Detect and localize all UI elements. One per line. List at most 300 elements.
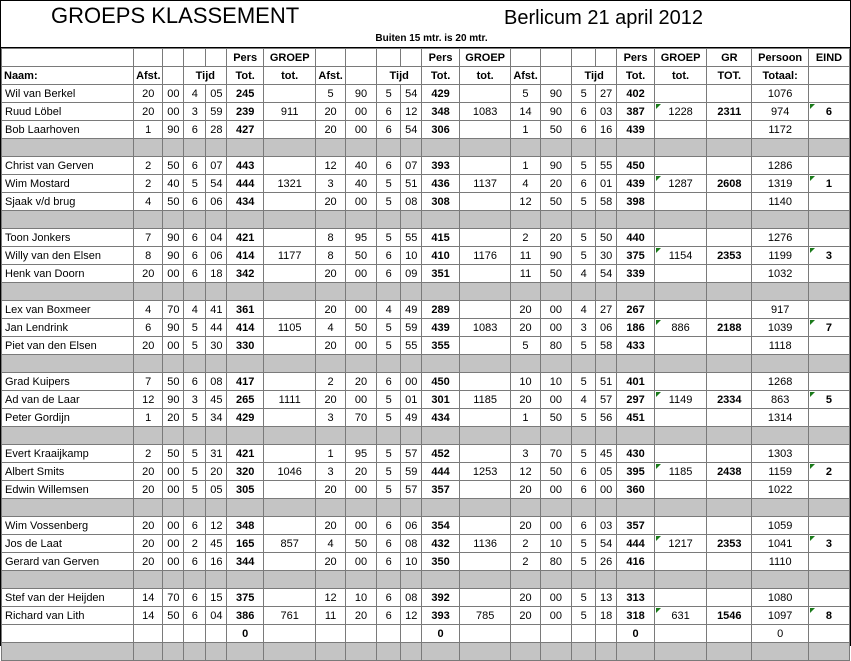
- round-1-tijd-sec: 30: [206, 337, 227, 355]
- header-cell: [572, 49, 596, 67]
- final-rank: [808, 589, 849, 607]
- group-total: [707, 229, 752, 247]
- round-1-tijd-sec: 06: [206, 193, 227, 211]
- round-1-groep-tot: [263, 589, 315, 607]
- round-2-tijd-sec: 57: [401, 481, 422, 499]
- round-1-tijd-sec: 31: [206, 445, 227, 463]
- separator-cell: [206, 571, 227, 589]
- round-1-tijd-sec: 34: [206, 409, 227, 427]
- separator-cell: [511, 643, 540, 661]
- separator-cell: [808, 355, 849, 373]
- round-1-tijd-min: [184, 625, 206, 643]
- separator-cell: [596, 355, 617, 373]
- round-1-pers-tot: 245: [227, 85, 264, 103]
- round-3-pers-tot: 439: [617, 121, 655, 139]
- header-groep-2: GROEP: [459, 49, 510, 67]
- round-1-tijd-sec: 08: [206, 373, 227, 391]
- round-3-tijd-sec: 06: [596, 319, 617, 337]
- round-2-tijd-sec: 54: [401, 121, 422, 139]
- separator-cell: [422, 355, 460, 373]
- round-1-tijd-sec: 28: [206, 121, 227, 139]
- round-2-tijd-sec: 01: [401, 391, 422, 409]
- separator-cell: [572, 427, 596, 445]
- separator-cell: [511, 499, 540, 517]
- header-groep-tot-2: tot.: [459, 67, 510, 85]
- separator-cell: [184, 211, 206, 229]
- round-1-groep-tot: [263, 481, 315, 499]
- round-2-pers-tot: 393: [422, 607, 460, 625]
- round-3-tijd-sec: 27: [596, 85, 617, 103]
- round-1-pers-tot: 344: [227, 553, 264, 571]
- separator-cell: [345, 283, 376, 301]
- group-total: 2353: [707, 535, 752, 553]
- round-2-afst-cm: 50: [345, 319, 376, 337]
- header-eind: EIND: [808, 49, 849, 67]
- round-1-tijd-min: 6: [184, 229, 206, 247]
- round-2-tijd-min: 5: [377, 229, 401, 247]
- round-1-afst-m: 2: [134, 157, 163, 175]
- round-1-tijd-min: 5: [184, 337, 206, 355]
- player-name: Richard van Lith: [2, 607, 134, 625]
- separator-cell: [134, 499, 163, 517]
- round-2-afst-m: 20: [316, 121, 345, 139]
- separator-cell: [707, 355, 752, 373]
- round-3-afst-cm: 10: [540, 535, 571, 553]
- final-rank: [808, 409, 849, 427]
- round-1-tijd-min: 6: [184, 157, 206, 175]
- separator-cell: [227, 211, 264, 229]
- separator-cell: [596, 283, 617, 301]
- group-separator: [2, 643, 850, 661]
- separator-cell: [184, 571, 206, 589]
- round-1-groep-tot: 1046: [263, 463, 315, 481]
- round-2-groep-tot: [459, 337, 510, 355]
- round-3-afst-cm: 20: [540, 229, 571, 247]
- round-3-tijd-sec: 55: [596, 157, 617, 175]
- round-1-afst-m: 1: [134, 409, 163, 427]
- player-name: Christ van Gerven: [2, 157, 134, 175]
- round-1-tijd-sec: 45: [206, 391, 227, 409]
- round-1-afst-cm: 00: [163, 463, 184, 481]
- round-1-afst-m: 2: [134, 175, 163, 193]
- round-1-tijd-sec: 54: [206, 175, 227, 193]
- separator-cell: [572, 355, 596, 373]
- round-3-pers-tot: 375: [617, 247, 655, 265]
- round-1-groep-tot: 1321: [263, 175, 315, 193]
- table-row: [2, 589, 850, 607]
- group-total: 2353: [707, 247, 752, 265]
- round-3-afst-cm: 70: [540, 445, 571, 463]
- header-cell: [401, 49, 422, 67]
- round-2-tijd-min: 6: [377, 265, 401, 283]
- table-row: [2, 535, 850, 553]
- separator-cell: [459, 139, 510, 157]
- round-2-groep-tot: 1176: [459, 247, 510, 265]
- round-3-tijd-sec: 54: [596, 535, 617, 553]
- round-1-afst-cm: 90: [163, 247, 184, 265]
- round-3-afst-m: 2: [511, 553, 540, 571]
- round-1-tijd-sec: 06: [206, 247, 227, 265]
- round-1-afst-cm: 90: [163, 391, 184, 409]
- header-gr: GR: [707, 49, 752, 67]
- round-2-groep-tot: [459, 301, 510, 319]
- separator-cell: [617, 499, 655, 517]
- player-name: Edwin Willemsen: [2, 481, 134, 499]
- round-3-afst-cm: 20: [540, 175, 571, 193]
- round-2-groep-tot: 1083: [459, 103, 510, 121]
- round-2-groep-tot: [459, 373, 510, 391]
- round-3-tijd-min: 4: [572, 301, 596, 319]
- round-1-tijd-min: 6: [184, 517, 206, 535]
- round-1-afst-cm: 00: [163, 265, 184, 283]
- round-2-groep-tot: [459, 553, 510, 571]
- separator-cell: [2, 211, 134, 229]
- round-1-tijd-sec: 41: [206, 301, 227, 319]
- round-3-groep-tot: [654, 157, 706, 175]
- round-3-groep-tot: [654, 229, 706, 247]
- separator-cell: [345, 571, 376, 589]
- separator-cell: [540, 139, 571, 157]
- round-3-tijd-sec: 58: [596, 337, 617, 355]
- player-name: Albert Smits: [2, 463, 134, 481]
- separator-cell: [401, 571, 422, 589]
- separator-cell: [707, 499, 752, 517]
- table-row: [2, 445, 850, 463]
- round-1-afst-m: 2: [134, 445, 163, 463]
- round-2-groep-tot: [459, 85, 510, 103]
- round-1-tijd-min: 6: [184, 553, 206, 571]
- round-2-afst-cm: 00: [345, 193, 376, 211]
- round-3-tijd-sec: 00: [596, 481, 617, 499]
- round-3-tijd-min: [572, 625, 596, 643]
- group-total: 2334: [707, 391, 752, 409]
- round-3-groep-tot: 1217: [654, 535, 706, 553]
- separator-cell: [707, 643, 752, 661]
- final-rank: 5: [808, 391, 849, 409]
- round-1-afst-m: 4: [134, 193, 163, 211]
- separator-cell: [316, 499, 345, 517]
- round-3-pers-tot: 0: [617, 625, 655, 643]
- header-groep-3: GROEP: [654, 49, 706, 67]
- round-1-pers-tot: 417: [227, 373, 264, 391]
- round-2-afst-m: 11: [316, 607, 345, 625]
- round-3-afst-cm: 80: [540, 553, 571, 571]
- round-2-pers-tot: 429: [422, 85, 460, 103]
- round-2-pers-tot: 436: [422, 175, 460, 193]
- round-3-pers-tot: 416: [617, 553, 655, 571]
- round-3-pers-tot: 451: [617, 409, 655, 427]
- separator-cell: [377, 283, 401, 301]
- round-1-tijd-sec: 18: [206, 265, 227, 283]
- person-total: 1076: [752, 85, 809, 103]
- header-totaal: Totaal:: [752, 67, 809, 85]
- round-3-tijd-min: 5: [572, 193, 596, 211]
- person-total: 1022: [752, 481, 809, 499]
- round-1-afst-m: 20: [134, 517, 163, 535]
- separator-cell: [345, 139, 376, 157]
- separator-cell: [163, 427, 184, 445]
- person-total: 1172: [752, 121, 809, 139]
- group-total: [707, 517, 752, 535]
- separator-cell: [134, 571, 163, 589]
- round-2-afst-cm: 10: [345, 589, 376, 607]
- round-3-afst-m: 20: [511, 517, 540, 535]
- round-1-afst-m: 20: [134, 85, 163, 103]
- round-3-afst-cm: 90: [540, 247, 571, 265]
- separator-cell: [596, 139, 617, 157]
- table-row: [2, 409, 850, 427]
- round-1-groep-tot: [263, 85, 315, 103]
- separator-cell: [227, 139, 264, 157]
- separator-cell: [206, 211, 227, 229]
- group-total: [707, 373, 752, 391]
- round-2-afst-m: 3: [316, 175, 345, 193]
- group-total: [707, 85, 752, 103]
- round-1-pers-tot: 444: [227, 175, 264, 193]
- round-1-groep-tot: [263, 445, 315, 463]
- separator-cell: [540, 499, 571, 517]
- separator-cell: [511, 283, 540, 301]
- round-2-tijd-min: 5: [377, 85, 401, 103]
- table-row: [2, 247, 850, 265]
- round-3-tijd-sec: 05: [596, 463, 617, 481]
- round-1-tijd-min: 4: [184, 85, 206, 103]
- round-3-pers-tot: 267: [617, 301, 655, 319]
- separator-cell: [752, 283, 809, 301]
- separator-cell: [808, 427, 849, 445]
- round-1-pers-tot: 330: [227, 337, 264, 355]
- final-rank: [808, 481, 849, 499]
- round-3-tijd-sec: 54: [596, 265, 617, 283]
- round-1-groep-tot: 1105: [263, 319, 315, 337]
- separator-cell: [654, 571, 706, 589]
- separator-cell: [617, 211, 655, 229]
- round-2-tijd-sec: 07: [401, 157, 422, 175]
- round-2-tijd-sec: 06: [401, 517, 422, 535]
- round-2-afst-cm: 20: [345, 607, 376, 625]
- round-1-groep-tot: 761: [263, 607, 315, 625]
- header-cell: [316, 49, 345, 67]
- separator-cell: [572, 571, 596, 589]
- round-2-tijd-sec: 12: [401, 607, 422, 625]
- player-name: Ruud Löbel: [2, 103, 134, 121]
- separator-cell: [752, 499, 809, 517]
- final-rank: 7: [808, 319, 849, 337]
- separator-cell: [377, 427, 401, 445]
- group-total: 1546: [707, 607, 752, 625]
- person-total: 1118: [752, 337, 809, 355]
- header-tijd-2: Tijd: [377, 67, 422, 85]
- separator-cell: [459, 283, 510, 301]
- group-separator: [2, 283, 850, 301]
- separator-cell: [654, 499, 706, 517]
- round-2-tijd-min: 5: [377, 481, 401, 499]
- round-2-groep-tot: 785: [459, 607, 510, 625]
- separator-cell: [2, 499, 134, 517]
- person-total: 1276: [752, 229, 809, 247]
- table-row: [2, 229, 850, 247]
- round-1-afst-m: [134, 625, 163, 643]
- separator-cell: [316, 571, 345, 589]
- separator-cell: [345, 643, 376, 661]
- separator-cell: [401, 355, 422, 373]
- round-2-tijd-sec: 57: [401, 445, 422, 463]
- round-3-tijd-min: 6: [572, 103, 596, 121]
- separator-cell: [540, 643, 571, 661]
- round-3-groep-tot: [654, 337, 706, 355]
- round-2-tijd-min: 6: [377, 373, 401, 391]
- separator-cell: [345, 499, 376, 517]
- round-1-pers-tot: 427: [227, 121, 264, 139]
- separator-cell: [511, 355, 540, 373]
- round-2-afst-m: 20: [316, 103, 345, 121]
- separator-cell: [752, 427, 809, 445]
- separator-cell: [206, 355, 227, 373]
- round-2-afst-m: 3: [316, 463, 345, 481]
- round-3-groep-tot: 1149: [654, 391, 706, 409]
- header-groep-1: GROEP: [263, 49, 315, 67]
- group-total: [707, 445, 752, 463]
- header-cell: [2, 49, 134, 67]
- round-1-tijd-sec: 04: [206, 229, 227, 247]
- person-total: 1319: [752, 175, 809, 193]
- round-2-tijd-sec: 08: [401, 589, 422, 607]
- separator-cell: [316, 283, 345, 301]
- round-1-groep-tot: [263, 229, 315, 247]
- round-3-tijd-min: 6: [572, 481, 596, 499]
- round-1-groep-tot: [263, 409, 315, 427]
- group-total: [707, 553, 752, 571]
- group-total: [707, 481, 752, 499]
- round-2-tijd-sec: 10: [401, 247, 422, 265]
- separator-cell: [459, 499, 510, 517]
- round-2-pers-tot: 444: [422, 463, 460, 481]
- separator-cell: [808, 283, 849, 301]
- round-2-pers-tot: 308: [422, 193, 460, 211]
- final-rank: [808, 85, 849, 103]
- round-2-afst-m: 20: [316, 301, 345, 319]
- separator-cell: [654, 427, 706, 445]
- separator-cell: [707, 283, 752, 301]
- round-3-tijd-min: 5: [572, 157, 596, 175]
- header-pers-2: Pers: [422, 49, 460, 67]
- separator-cell: [377, 643, 401, 661]
- separator-cell: [163, 355, 184, 373]
- round-1-tijd-min: 6: [184, 607, 206, 625]
- group-total: [707, 337, 752, 355]
- table-row: [2, 463, 850, 481]
- round-1-pers-tot: 429: [227, 409, 264, 427]
- round-1-tijd-sec: 20: [206, 463, 227, 481]
- group-total: 2608: [707, 175, 752, 193]
- group-total: [707, 265, 752, 283]
- final-rank: 6: [808, 103, 849, 121]
- round-2-pers-tot: 351: [422, 265, 460, 283]
- round-1-afst-cm: 50: [163, 157, 184, 175]
- header-cell: [345, 49, 376, 67]
- round-3-tijd-sec: 50: [596, 229, 617, 247]
- round-3-pers-tot: 360: [617, 481, 655, 499]
- separator-cell: [511, 211, 540, 229]
- round-3-groep-tot: [654, 301, 706, 319]
- round-2-afst-cm: 00: [345, 103, 376, 121]
- round-3-tijd-sec: 45: [596, 445, 617, 463]
- round-3-groep-tot: [654, 589, 706, 607]
- round-2-afst-m: 20: [316, 481, 345, 499]
- round-1-afst-cm: 90: [163, 319, 184, 337]
- final-rank: [808, 193, 849, 211]
- round-1-tijd-min: 2: [184, 535, 206, 553]
- round-2-groep-tot: [459, 625, 510, 643]
- separator-cell: [752, 355, 809, 373]
- round-2-tijd-sec: 54: [401, 85, 422, 103]
- round-2-afst-m: 20: [316, 517, 345, 535]
- separator-cell: [345, 211, 376, 229]
- header-row-top: [2, 49, 850, 67]
- header-pers-1: Pers: [227, 49, 264, 67]
- header-groep-tot-1: tot.: [263, 67, 315, 85]
- separator-cell: [2, 139, 134, 157]
- round-3-afst-m: 12: [511, 193, 540, 211]
- header-cell: [377, 49, 401, 67]
- table-row: [2, 607, 850, 625]
- round-3-pers-tot: 450: [617, 157, 655, 175]
- person-total: 917: [752, 301, 809, 319]
- table-row: [2, 373, 850, 391]
- separator-cell: [401, 427, 422, 445]
- separator-cell: [263, 139, 315, 157]
- person-total: 1110: [752, 553, 809, 571]
- table-row: [2, 193, 850, 211]
- header-gr-tot: TOT.: [707, 67, 752, 85]
- separator-cell: [707, 571, 752, 589]
- separator-cell: [2, 427, 134, 445]
- round-3-groep-tot: [654, 625, 706, 643]
- round-1-tijd-min: 5: [184, 445, 206, 463]
- round-1-afst-cm: 00: [163, 517, 184, 535]
- separator-cell: [263, 211, 315, 229]
- separator-cell: [540, 427, 571, 445]
- round-2-tijd-min: 4: [377, 301, 401, 319]
- header-tot-2: Tot.: [422, 67, 460, 85]
- round-1-afst-m: 20: [134, 481, 163, 499]
- separator-cell: [572, 211, 596, 229]
- round-3-groep-tot: [654, 553, 706, 571]
- separator-cell: [163, 211, 184, 229]
- separator-cell: [654, 211, 706, 229]
- round-3-tijd-min: 6: [572, 121, 596, 139]
- separator-cell: [422, 283, 460, 301]
- separator-cell: [596, 427, 617, 445]
- separator-cell: [422, 643, 460, 661]
- round-1-groep-tot: [263, 625, 315, 643]
- separator-cell: [206, 427, 227, 445]
- round-1-pers-tot: 305: [227, 481, 264, 499]
- round-3-pers-tot: 444: [617, 535, 655, 553]
- round-1-tijd-min: 6: [184, 193, 206, 211]
- round-3-groep-tot: [654, 373, 706, 391]
- player-name: Wim Vossenberg: [2, 517, 134, 535]
- separator-cell: [134, 283, 163, 301]
- round-1-pers-tot: 342: [227, 265, 264, 283]
- round-2-afst-m: 8: [316, 229, 345, 247]
- round-3-tijd-min: 5: [572, 409, 596, 427]
- round-2-groep-tot: 1083: [459, 319, 510, 337]
- round-1-afst-m: 20: [134, 337, 163, 355]
- round-2-pers-tot: 392: [422, 589, 460, 607]
- separator-cell: [163, 571, 184, 589]
- separator-cell: [572, 139, 596, 157]
